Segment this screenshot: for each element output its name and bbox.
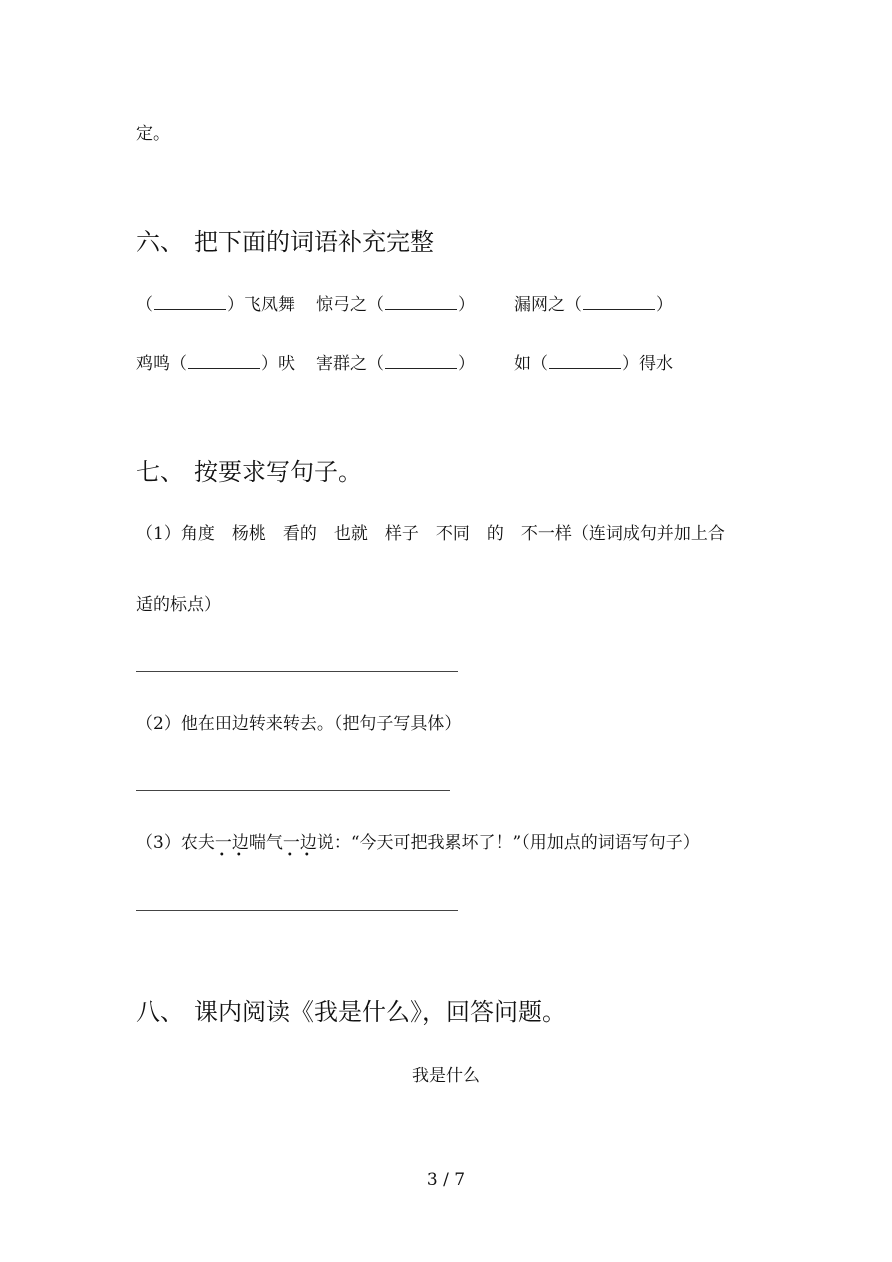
idiom-blank-3[interactable] (583, 295, 655, 310)
idiom-item-5-before: 害群之（ (316, 354, 384, 374)
dotted-word-2 (282, 833, 317, 861)
section8-title: 课内阅读《我是什么》，回答问题。 (194, 998, 566, 1026)
section7-number: 七、 (136, 458, 184, 486)
idiom-item-3-before: 漏网之（ (514, 295, 582, 315)
idiom-item-5 (316, 354, 475, 374)
section7-title: 按要求写句子。 (194, 458, 362, 486)
question-3-suffix: 说：“今天可把我累坏了！”（用加点的词语写句子） (316, 833, 700, 853)
section8-heading (136, 998, 566, 1026)
section7-heading (136, 458, 362, 486)
emphasis-dot: • (303, 850, 310, 861)
question-3-prefix: （3）农夫 (136, 833, 215, 853)
section6-heading (136, 228, 434, 256)
idiom-item-6-after: ）得水 (622, 354, 673, 374)
idiom-item-3-after: ） (656, 295, 673, 315)
idiom-blank-2[interactable] (385, 295, 457, 310)
idiom-item-4-after: ）吠 (261, 354, 295, 374)
idiom-item-5-after: ） (458, 354, 475, 374)
section6-title: 把下面的词语补充完整 (194, 228, 434, 256)
emphasis-dot: • (235, 850, 242, 861)
idiom-item-6-before: 如（ (514, 354, 548, 374)
idiom-item-2 (316, 295, 475, 315)
question-3 (136, 833, 700, 861)
page-number: 3 / 7 (426, 1170, 466, 1190)
idiom-blank-6[interactable] (549, 354, 621, 369)
continuation-text: 定。 (136, 124, 170, 144)
idiom-blank-1[interactable] (154, 295, 226, 310)
emphasis-dot: • (218, 850, 225, 861)
idiom-item-1-after: ）飞凤舞 (227, 295, 295, 315)
idiom-item-3 (514, 295, 673, 315)
idiom-item-1-before: （ (136, 295, 153, 315)
passage-title: 我是什么 (412, 1066, 480, 1086)
idiom-item-2-before: 惊弓之（ (316, 295, 384, 315)
idiom-item-2-after: ） (458, 295, 475, 315)
section6-number: 六、 (136, 228, 184, 256)
idiom-item-4 (136, 354, 295, 374)
idiom-blank-5[interactable] (385, 354, 457, 369)
question-1-line-2: 适的标点） (136, 595, 221, 615)
dotted-word-1-text: 一边 (214, 833, 249, 853)
idiom-item-1 (136, 295, 295, 315)
dotted-word-1 (214, 833, 249, 861)
question-1-line-1: （1）角度 杨桃 看的 也就 样子 不同 的 不一样（连词成句并加上合 (136, 524, 725, 544)
idiom-blank-4[interactable] (188, 354, 260, 369)
question-3-mid: 喘气 (248, 833, 283, 853)
answer-line-1[interactable] (136, 671, 458, 672)
section8-number: 八、 (136, 998, 184, 1026)
answer-line-2[interactable] (136, 790, 450, 791)
emphasis-dot: • (286, 850, 293, 861)
answer-line-3[interactable] (136, 910, 458, 911)
idiom-item-4-before: 鸡鸣（ (136, 354, 187, 374)
dotted-word-2-text: 一边 (282, 833, 317, 853)
question-2: （2）他在田边转来转去。（把句子写具体） (136, 714, 462, 734)
idiom-item-6 (514, 354, 673, 374)
